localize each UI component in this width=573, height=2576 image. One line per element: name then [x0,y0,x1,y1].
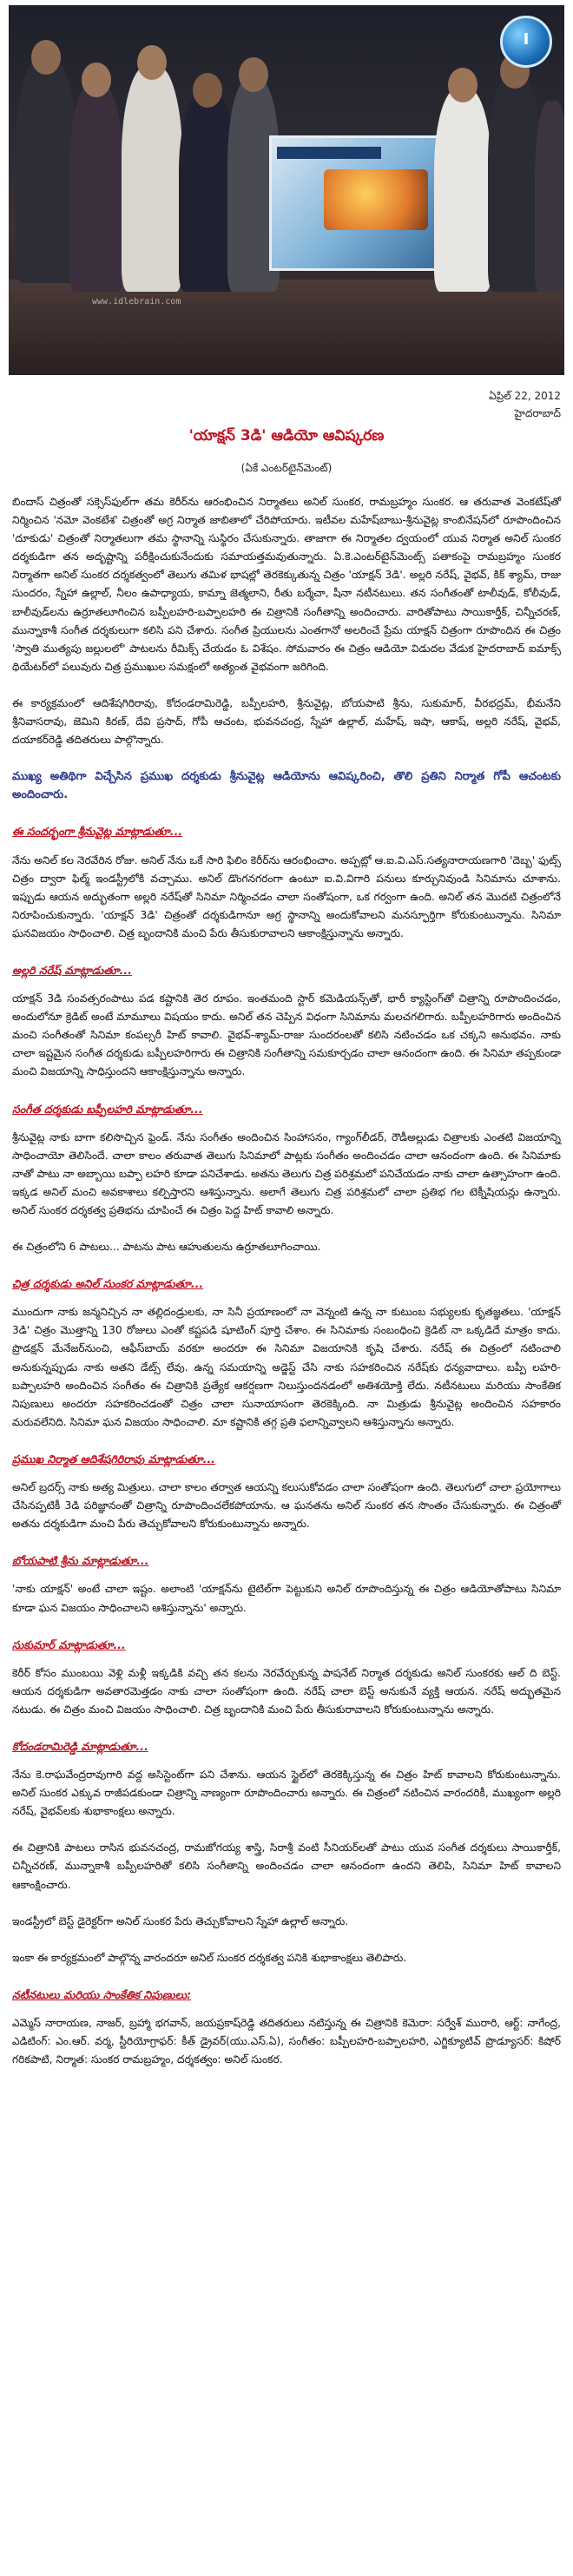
person-figure [69,83,123,292]
poster-title-band [277,147,381,159]
section-text: ఈ చిత్రానికి పాటలు రాసిన భువనచంద్ర, రామజోగయ్య శాస్త్రి, సిరాశ్రీ వంటి సీనియర్‌లతో పాటు యువ సంగీత దర్శకులు సాయికార్తీక్, చిన్నీచరణ్, మున్నాకాశీ బప్పీలహరితో కలిసి సంగీతాన్ని అందించడం చాలా ఆనందంగా ఉందని తెలిపి, సినిమా హిట్ కావాలని ఆకాంక్షించారు. [12,1841,561,1891]
section-text: ముందుగా నాకు జన్మనిచ్చిన నా తల్లిదండ్రులకు, నా సినీ ప్రయాణంలో నా వెన్నంటి ఉన్న నా కుటుంబ సభ్యులకు కృతజ్ఞతలు. 'యాక్షన్ 3డి' చిత్రం మొత్తాన్ని 130 రోజులు ఎంతో కష్టపడి షూటింగ్ పూర్తి చేశాం. ఈ సినిమాకు సంబంధించి క్రెడిట్ నా ఒక్కడిదే మాత్రం కాదు. ప్రొడక్షన్ మేనేజర్‌నుంచి, ఆఫీస్‌బాయ్ వరకూ అందరూ ఈ సినిమా విజయానికి కృషి చేశారు. నరేష్ ఈ చిత్రంలో నటించాలి అనుకున్నప్పుడు నాకు అతని డేట్స్ లేవు. ఉన్న సమయాన్ని అడ్జెస్ట్ చేసి నాకు సహకరించిన నరేష్‌కు ధన్యవాదాలు. బప్పీ లహరి-బప్పాలహరి అందించిన సంగీతం ఈ చిత్రానికి ప్రత్యేక ఆకర్షణగా నిలుస్తుందనడంలో అతిశయోక్తి లేదు. నటీనటులు మరియు సాంకేతిక నిపుణులు అందరూ సహకరించడంతో చిత్రం చాలా సునాయాసంగా తెరకెక్కింది. నా మిత్రుడు శ్రీనువైట్ల అందించిన సహకారం మరువలేనిది. సినిమా ఘన విజయం సాధించాలి. మా కష్టానికి తగ్గ ప్రతి ఫలాన్నివ్వాలని ఆశిస్తున్నాను అన్నారు. [12,1306,561,1428]
intro-paragraph: బిందాస్ చిత్రంతో సక్సెస్‌ఫుల్‌గా తమ కెరీర్‌ను ఆరంభించిన నిర్మాతలు అనిల్ సుంకర, రామబ్రహ్మం సుంకర. ఆ తరువాత వెంకటేష్‌తో నిర్మించిన 'నమో వెంకటేశ' చిత్రంతో అగ్ర నిర్మాత జాబితాలో చేరిపోయారు. ఇటీవల మహేష్‌బాబు-శ్రీనువైట్ల కాంబినేషన్‌లో రూపొందించిన 'దూకుడు' చిత్రంతో నిర్మాతలుగా తమ స్థానాన్ని సుస్థిరం చేసుకున్నారు. తాజాగా ఈ నిర్మాతల ద్వయంలో యువ నిర్మాత అనిల్ సుంకర దర్శకుడిగా తన అదృష్టాన్ని పరీక్షించుకునేందుకు సమాయత్తమవుతున్నారు. ఏ.కె.ఎంటర్‌టైన్‌మెంట్స్ పతాకంపై రామబ్రహ్మం సుంకర నిర్మాతగా అనిల్ సుంకర దర్శకత్వంలో తెలుగు తమిళ భాషల్లో తెరకెక్కుతున్న చిత్రం 'యాక్షన్ 3డి'. అల్లరి నరేష్, వైభవ్, కిక్ శ్యామ్, రాజు సుందరం, స్నేహా ఉల్లాల్, నీలం ఉపాధ్యాయ, కామ్నా జెత్మలాని, రీతు బర్మేచా, షీనా నటీనటులు. తన సంగీతంతో టాలీవుడ్, కోలీవుడ్, బాలీవుడ్‌లను ఉర్రూతలూగించిన బప్పీలహరి-బప్పాలహరి ఈ చిత్రానికి సంగీతాన్ని అందించారు. వారితోపాటు సాయికార్తీక్, చిన్నీచరణ్, మున్నాకాశీ సంగీత దర్శకులుగా కలిసి పని చేశారు. సంగీత ప్రియులను ఎంతగానో అలరించే ప్రేమ యాక్షన్ చిత్రంగా రూపొందిన ఈ చిత్రం 'స్వాతి ముత్యపు జల్లులలో' పాటలను రీమిక్స్ చేయడం ఓ విశేషం. సోమవారం ఈ చిత్రం ఆడియో విడుదల వేడుక హైదరాబాద్ ఐమాక్స్ థియేటర్‌లో పలువురు చిత్ర ప్రముఖుల సమక్షంలో అత్యంత వైభవంగా జరిగింది. [12,496,561,673]
section-text: నేను కె.రాఘవేంద్రరావుగారి వద్ద అసిస్టెంట్‌గా పని చేశాను. ఆయన స్టైల్‌లో తెరకెక్కిస్తున్న ఈ చిత్రం హిట్ కావాలని కోరుకుంటున్నాను. అనిల్ సుంకర ఎక్కువ రాజీపడకుండా చిత్రాన్ని నాణ్యంగా రూపొందించారు అన్నారు. ఈ చిత్రంలో నటించిన వారందరికీ, ముఖ్యంగా అల్లరి నరేష్, వైభవ్‌లకు శుభాకాంక్షలు అన్నారు. [12,1769,561,1818]
credits-text: ఎమ్మెస్ నారాయణ, నాజర్, బ్రహ్మా భగవాన్, జయప్రకాష్‌రెడ్డి తదితరులు నటిస్తున్న ఈ చిత్రానికి కెమెరా: సర్వేశ్ మురారి, ఆర్ట్: నాగేంద్ర, ఎడిటింగ్: ఎం.ఆర్. వర్మ, స్టీరియోగ్రాఫర్: కీత్ డ్రైవర్(యు.ఎస్.ఏ), సంగీతం: బప్పీలహరి-బప్పాలహరి, ఎగ్జిక్యూటివ్ ప్రొడ్యూసర్: కిషోర్ గరికపాటి, నిర్మాత: సుంకర రామబ్రహ్మం, దర్శకత్వం: అనిల్ సుంకర. [12,2016,561,2066]
section-text: ఇండస్ట్రీలో బెస్ట్ డైరెక్టర్‌గా అనిల్ సుంకర పేరు తెచ్చుకోవాలని స్నేహా ఉల్లాల్ అన్నారు. [12,1914,349,1927]
intro-paragraph: ఈ కార్యక్రమంలో ఆదిశేషగిరిరావు, కోదండరామిరెడ్డి, బప్పీలహరి, శ్రీనువైట్ల, బోయపాటి శ్రీను, సుకుమార్, వీరభద్రమ్, భీమనేని శ్రీనివాసరావు, జెమిని కిరణ్, దేవి ప్రసాద్, గోపీ ఆచంట, భువనచంద్ర, స్నేహా ఉల్లాల్, మహేష్, ఇషా, ఆకాష్, అల్లరి నరేష్, వైభవ్, దయాకర్‌రెడ్డి తదితరులు పాల్గొన్నారు. [12,696,561,747]
site-logo-icon: I [500,16,552,68]
section-heading: బోయపాటి శ్రీను మాట్లాడుతూ... [12,1554,149,1568]
dateline [489,387,561,422]
section-heading: సుకుమార్ మాట్లాడుతూ... [12,1637,126,1651]
stage-floor [9,280,564,375]
person-head [193,73,222,108]
audio-cd-poster [269,135,439,271]
person-figure [16,57,76,283]
section-text: 'నాకు యాక్షన్' అంటే చాలా ఇష్టం. అలాంటి 'యాక్షన్‌ను టైటిల్‌గా పెట్టుకుని అనిల్ రూపొందిస్తున్న ఈ చిత్రం ఆడియోతోపాటు సినిమా కూడా ఘన విజయం సాధించాలని ఆశిస్తున్నాను' అన్నారు. [12,1583,561,1614]
person-figure [535,101,564,292]
section-heading: చిత్ర దర్శకుడు అనిల్ సుంకర మాట్లాడుతూ... [12,1277,204,1291]
person-figure [122,66,182,292]
person-head [137,45,167,80]
section-text: నేను అనిల్ కల నెరవేరిన రోజు. అనిల్ నేను ఒకే సారి ఫిలిం కెరీర్‌ను ఆరంభించాం. అప్పట్లో ఆ.ఐ.వి.ఎస్.సత్యనారాయణగారి 'దెబ్బ' ఫుట్స్ చిత్రం ద్వారా ఫిల్మ్ ఇండస్ట్రీలోకి వచ్చాము. అనిల్ డొంగనగరంగా ఉంటూ ఐ.వి.విగారి పనులు కూర్చునివుండి సినిమాను చూశాను. ఇప్పుడు ఆయన అద్భుతంగా అల్లరి నరేష్‌తో సినిమా నిర్మించడం చాలా సంతోషంగా, ఒక గర్వంగా ఉంది. అనిల్ తన మొదటి చిత్రంలోనే నిరూపించుకున్నారు. 'యాక్షన్ 3డి' చిత్రంతో దర్శకుడిగానూ అగ్ర స్థానాన్ని అందుకోవాలని మనస్ఫూర్తిగా కోరుకుంటున్నాను. సినిమా ఘనవిజయం సాధించాలి. చిత్ర బృందానికి మంచి పేరు తీసుకురావాలని ఆకాంక్షిస్తున్నాను అన్నారు. [12,853,561,939]
section-heading: ప్రముఖ నిర్మాత ఆదిశేషగిరిరావు మాట్లాడుతూ... [12,1452,215,1466]
photo-watermark: www.idlebrain.com [92,297,181,306]
section-heading: ఈ సందర్భంగా శ్రీనువైట్ల మాట్లాడుతూ... [12,825,183,839]
article-subtitle: (ఏకే ఎంటర్‌టైన్‌మెంట్) [240,462,333,474]
article-place: హైదరాబాద్ [514,407,561,419]
credits-heading: నటీనటులు మరియు సాంకేతిక నిపుణులు: [12,1987,191,2001]
section-text: అనిల్ బ్రదర్స్ నాకు అత్య మిత్రులు. చాలా కాలం తర్వాత ఆయన్ని కలుసుకోవడం చాలా సంతోషంగా ఉంది. తెలుగులో చాలా ప్రయోగాలు చేసినప్పటికీ 3డి పరిజ్ఞానంతో చిత్రాన్ని రూపొందించలేకపోయాను. ఆ ఘనతను అనిల్ సుంకర తన సొంతం చేసుకున్నారు. ఈ చిత్రంతో అతను దర్శకుడిగా మంచి పేరు తెచ్చుకోవాలని కోరుకుంటున్నాను అన్నారు. [12,1481,561,1531]
section-text: ఈ చిత్రంలోని 6 పాటలు... పాటను పాట ఆహుతులను ఉర్రూతలూగించాయి. [12,1241,321,1254]
section-text: యాక్షన్ 3డి సంవత్సరంపాటు పడ కష్టానికి తెర రూపం. ఇంతమంది స్టార్ కమెడియన్స్‌తో, భారీ క్యాస్టింగ్‌తో చిత్రాన్ని రూపొందించడం, అందులోనూ క్రెడిట్ అంటే మామూలు విషయం కాదు. అనిల్ తన చెప్పిన విధంగా సినిమాను మలచగలిగారు. బప్పీలహరిగారు అందించిన మంచి సంగీతంతో సినిమా కంపల్సరీ హిట్ కావాలి. వైభవ్-శ్యామ్-రాజు సుందరంలతో కలిసి నటించడం ఒక చక్కని అనుభవం. నాకు చాలా ఇష్టమైన సంగీత దర్శకుడు బప్పీలహరిగారు ఈ చిత్రానికి సంగీతాన్ని సమకూర్చడం చాలా ఆనందంగా ఉంది. ఈ సినిమా తప్పకుండా మంచి విజయాన్ని సాధిస్తుందని ఆకాంక్షిస్తున్నాను అన్నారు. [12,992,561,1078]
person-head [239,57,268,92]
section-heading: కోదండరామిరెడ్డి మాట్లాడుతూ... [12,1739,148,1753]
person-figure [488,75,542,292]
section-heading: సంగీత దర్శకుడు బప్పీలహరి మాట్లాడుతూ... [12,1102,203,1116]
event-photo [9,5,564,375]
release-line: ముఖ్య అతిథిగా విచ్చేసిన ప్రముఖ దర్శకుడు శ్రీనువైట్ల ఆడియోను ఆవిష్కరించి, తొలి ప్రతిని నిర్మాత గోపీ ఆచంటకు అందించారు. [12,770,561,802]
poster-artwork [324,169,428,230]
person-head [82,63,111,97]
section-text: కెరీర్ కోసం ముంబయి వెళ్లి మళ్లీ ఇక్కడికి వచ్చి తన కలను నెరవేర్చుకున్న పాషనేట్ నిర్మాత దర్శకుడు అనిల్ సుంకరకు ఆల్ ది బెస్ట్. ఆయన దర్శకుడిగా అవతారమెత్తడం నాకు చాలా సంతోషంగా ఉంది. నరేష్ చాలా బెస్ట్ అనుకునే వ్యక్తి ఆయన. నరేష్ అద్భుతమైన నటుడు. ఈ చిత్రం మంచి విజయం సాధించాలి. చిత్ర బృందానికి మంచి పేరు తీసుకురావాలని కోరుకుంటున్నాను అన్నారు. [12,1666,561,1716]
section-text: శ్రీనువైట్ల నాకు బాగా కలిసొచ్చిన ఫ్రెండ్. నేను సంగీతం అందించిన సింహాసనం, గ్యాంగ్‌లీడర్, రౌడీఅల్లుడు చిత్రాలకు ఎంతటి విజయాన్ని సాధించాయో తెలిసిందే. చాలా కాలం తరువాత తెలుగు సినిమాలో పాట్లకు సంగీతం అందించడం చాలా ఆనందంగా ఉంది. ఈ సినిమాకు నాతో పాటు నా అబ్బాయి బప్పా లహరి కూడా పనిచేశాడు. అతను తెలుగు చిత్ర పరిశ్రమలో పనిచేయడం నాకు చాలా ఉత్సాహంగా ఉంది. ఇక్కడ అనిల్ మంచి అవకాశాలు కల్పిస్తారని ఆశిస్తున్నాను. అలాగే తెలుగు చిత్ర పరిశ్రమలో చాలా ప్రతిభ గల టెక్నీషియన్లు ఉన్నారు. అనిల్ సుంకర దర్శకత్వ ప్రతిభను చూపించే ఈ చిత్రం పెద్ద హిట్ కావాలి అన్నారు. [12,1130,561,1216]
person-head [448,68,478,102]
person-figure [434,89,491,292]
article-body [12,493,561,2087]
article-title: 'యాక్షన్ 3డి' ఆడియో ఆవిష్కరణ [188,427,385,445]
section-heading: అల్లరి నరేష్ మాట్లాడుతూ... [12,963,132,977]
person-head [31,40,61,75]
section-text: ఇంకా ఈ కార్యక్రమంలో పాల్గొన్న వారందరూ అనిల్ సుంకర దర్శకత్వ పనికి శుభాకాంక్షలు తెలిపారు. [12,1951,407,1964]
article-date: ఏప్రిల్ 22, 2012 [489,390,561,402]
